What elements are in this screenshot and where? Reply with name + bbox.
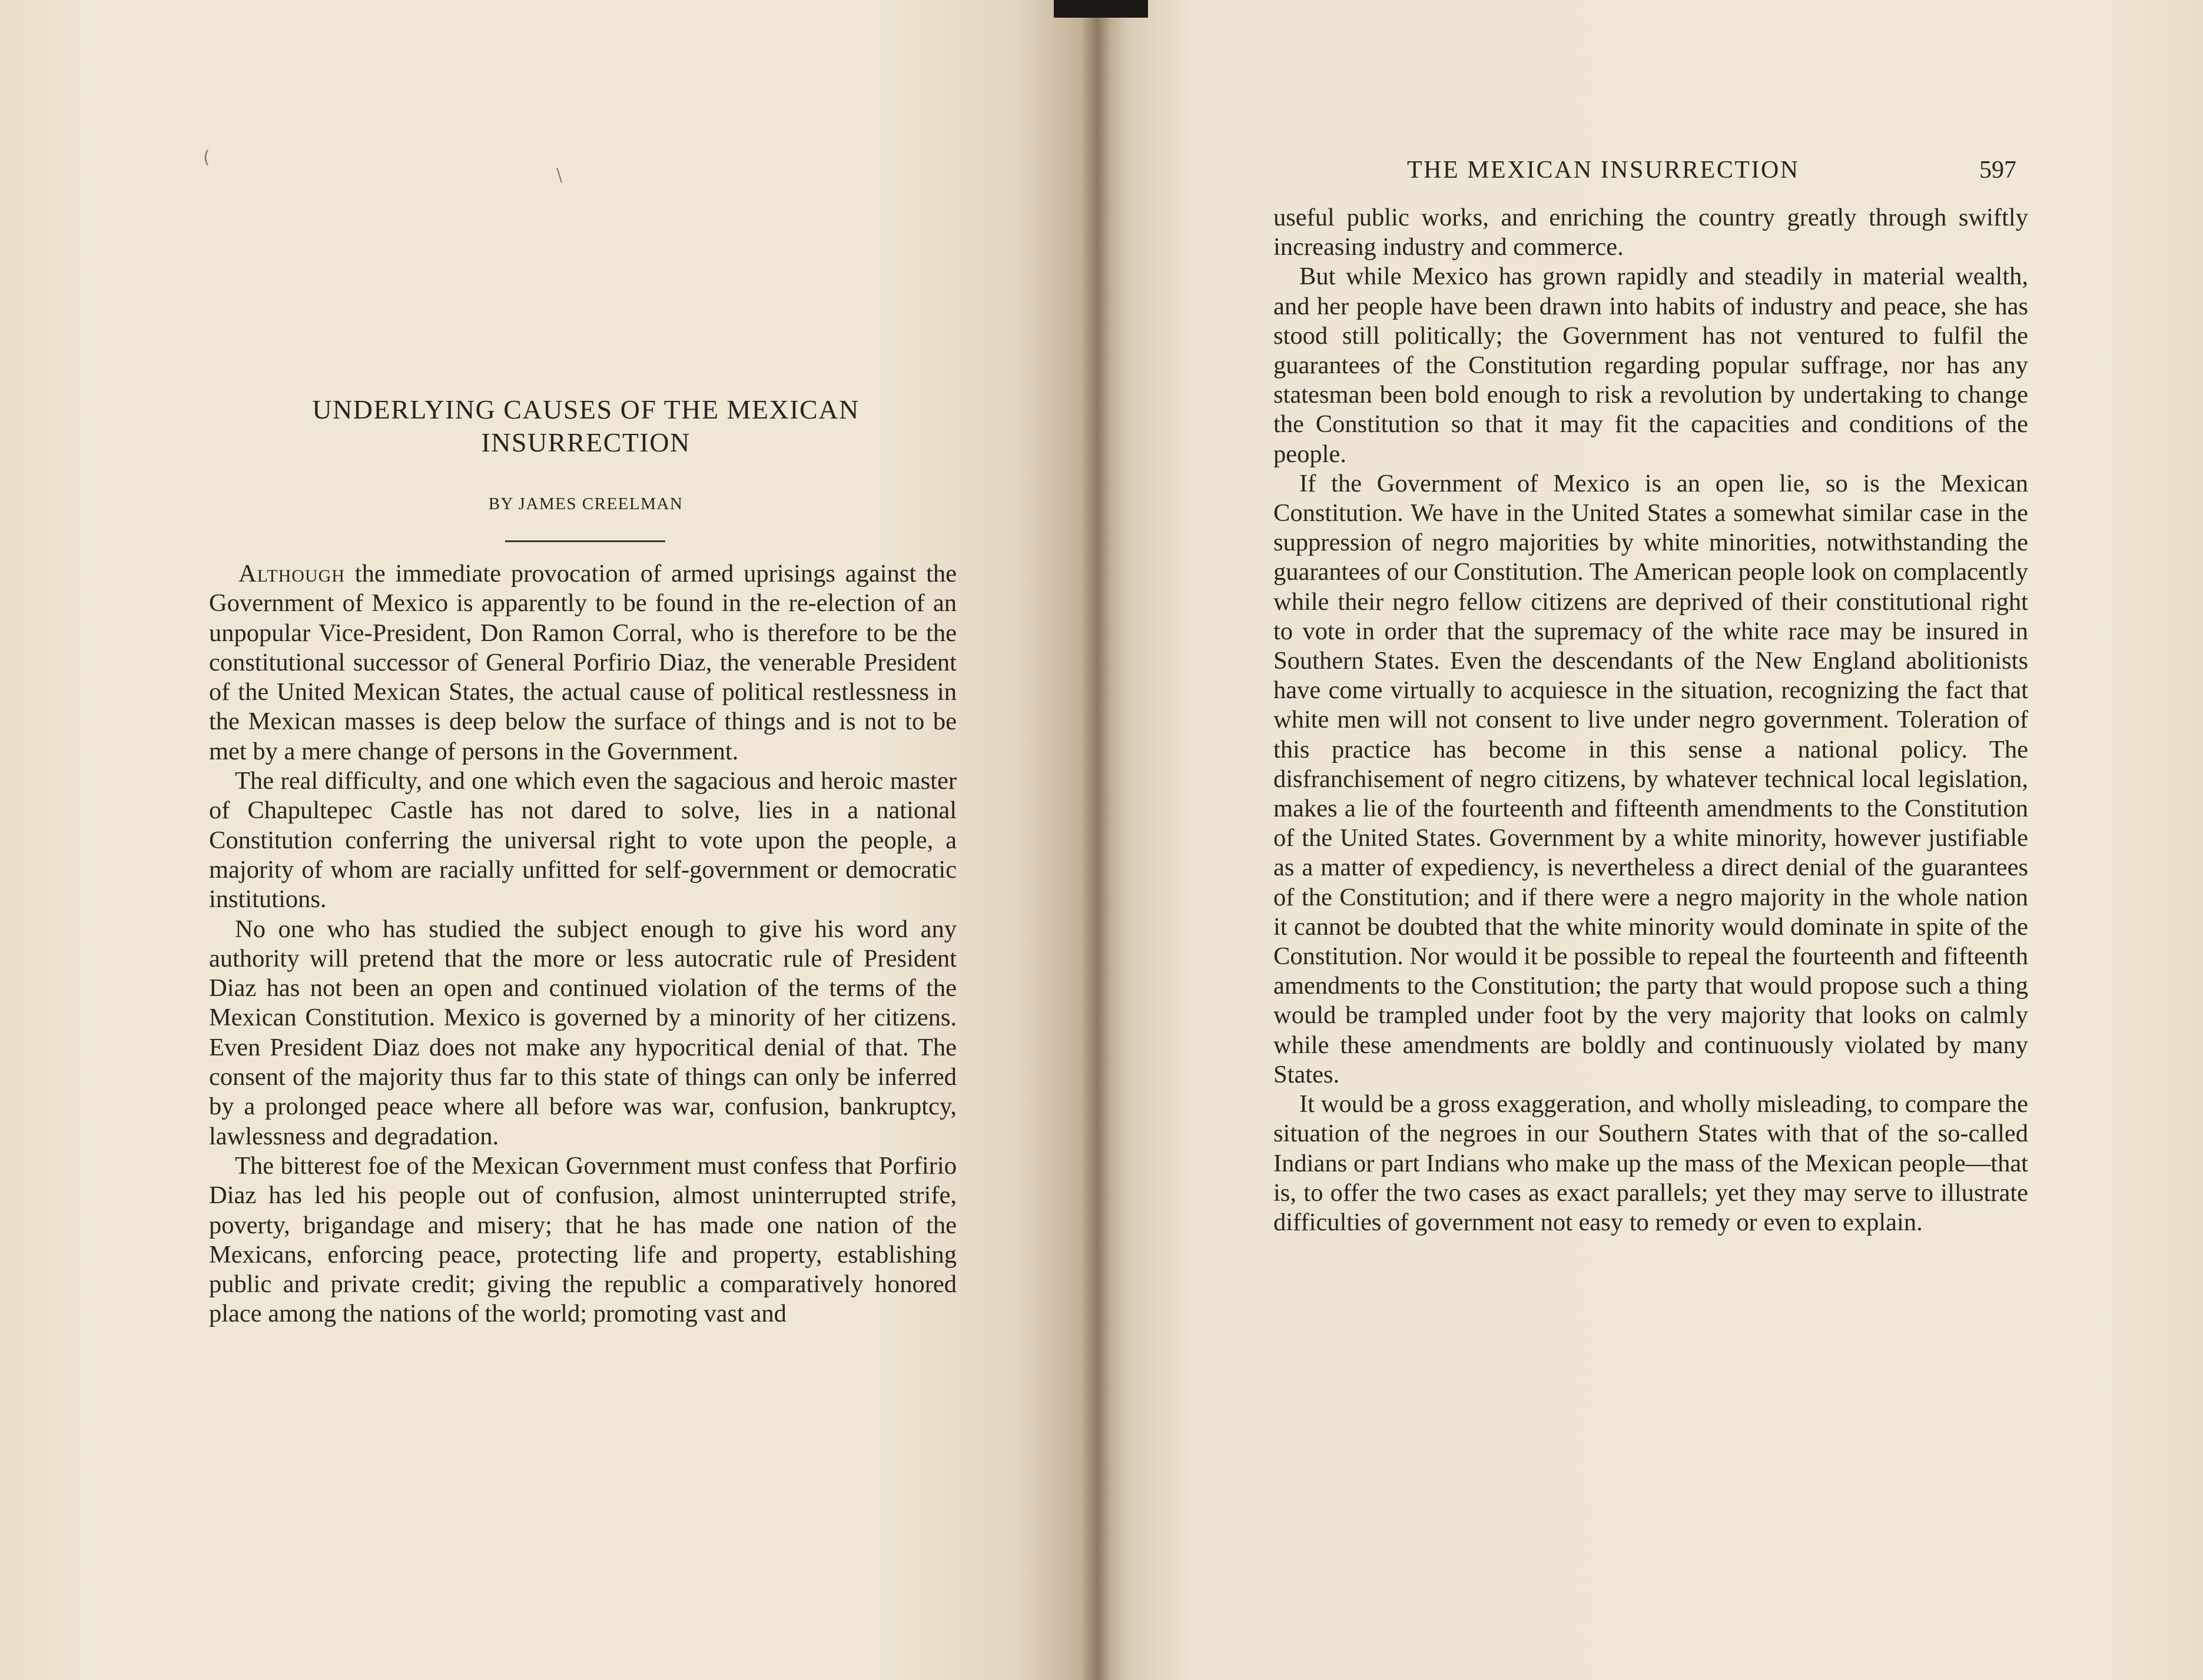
stray-mark: \ [556,165,563,185]
paragraph: The real difficulty, and one which even the sagacious and heroic master of Chapultepec Castle has not dared to solve, lies in a national Constitution conferring the universal right to vote upon the people, a majority of whom are racially unfitted for self-government or democratic institutions. [209,767,957,914]
right-column [1273,203,2028,1237]
drop-word: Although [238,560,345,587]
paragraph-text: the immediate provocation of armed uprisings against the Government of Mexico is apparently to be found in the re-election of an unpopular Vice-President, Don Ramon Corral, who is therefore to be the constitutional successor of General Porfirio Diaz, the venerable President of the United Mexican States, the actual cause of political restlessness in the Mexican masses is deep below the surface of things and is not to be met by a mere change of persons in the Government. [209,560,957,765]
paragraph: No one who has studied the subject enough to give his word any authority will pretend that the more or less autocratic rule of President Diaz has not been an open and continued violation of the terms of the Mexican Constitution. Mexico is governed by a minority of her citizens. Even President Diaz does not make any hypocritical denial of that. The consent of the majority thus far to this state of things can only be inferred by a prolonged peace where all before was war, confusion, bankruptcy, lawlessness and degradation. [209,915,957,1150]
article-title: UNDERLYING CAUSES OF THE MEXICAN INSURRECTION [312,394,860,457]
book-gutter [1081,0,1110,1680]
page-number: 597 [1979,157,2016,184]
spine-shadow [1054,0,1148,18]
paragraph: If the Government of Mexico is an open lie, so is the Mexican Constitution. We have in the United States a somewhat similar case in the suppression of negro majorities by white minorities, notwithstanding the guarantees of our Constitution. The American people look on complacently while their negro fellow citizens are deprived of their constitutional right to vote in order that the supremacy of the white race may be insured in Southern States. Even the descendants of the New England abolitionists have come virtually to acquiesce in the situation, recognizing the fact that white men will not consent to live under negro government. Toleration of this practice has become in this sense a national policy. The disfranchisement of negro citizens, by whatever technical local legislation, makes a lie of the fourteenth and fifteenth amendments to the Constitution of the United States. Government by a white minority, however justifiable as a matter of expediency, is nevertheless a direct denial of the guarantees of the Constitution; and if there were a negro majority in the whole nation it cannot be doubted that the white minority would dominate in spite of the Constitution. Nor would it be possible to repeal the fourteenth and fifteenth amendments to the Constitution; the party that would propose such a thing would be trampled under foot by the very majority that looks on calmly while these amendments are boldly and continuously violated by many States. [1273,469,2028,1088]
title-rule [505,540,665,542]
paragraph: useful public works, and enriching the country greatly through swiftly increasing industry and commerce. [1273,204,2028,261]
running-head: THE MEXICAN INSURRECTION [1407,157,1800,184]
paragraph: But while Mexico has grown rapidly and steadily in material wealth, and her people have been drawn into habits of industry and peace, she has stood still politically; the Government has not ventured to fulfil the guarantees of the Constitution regarding popular suffrage, nor has any statesman been bold enough to risk a revolution by undertaking to change the Constitution so that it may fit the capacities and conditions of the people. [1273,263,2028,468]
paragraph [209,559,957,766]
paragraph: The bitterest foe of the Mexican Government must confess that Porfirio Diaz has led his people out of confusion, almost uninterrupted strife, poverty, brigandage and misery; that he has made one nation of the Mexicans, enforcing peace, protecting life and property, establishing public and private credit; giving the republic a comparatively honored place among the nations of the world; promoting vast and [209,1151,957,1328]
author-byline: BY JAMES CREELMAN [488,494,684,513]
stray-mark: ( [203,147,210,168]
paragraph: It would be a gross exaggeration, and wholly misleading, to compare the situation of the negroes in our Southern States with that of the so-called Indians or part Indians who make up the mass of the Mexican people—that is, to offer the two cases as exact parallels; yet they may serve to illustrate difficulties of government not easy to remedy or even to explain. [1273,1090,2028,1236]
left-column [209,559,957,1329]
left-page [0,0,1096,1680]
